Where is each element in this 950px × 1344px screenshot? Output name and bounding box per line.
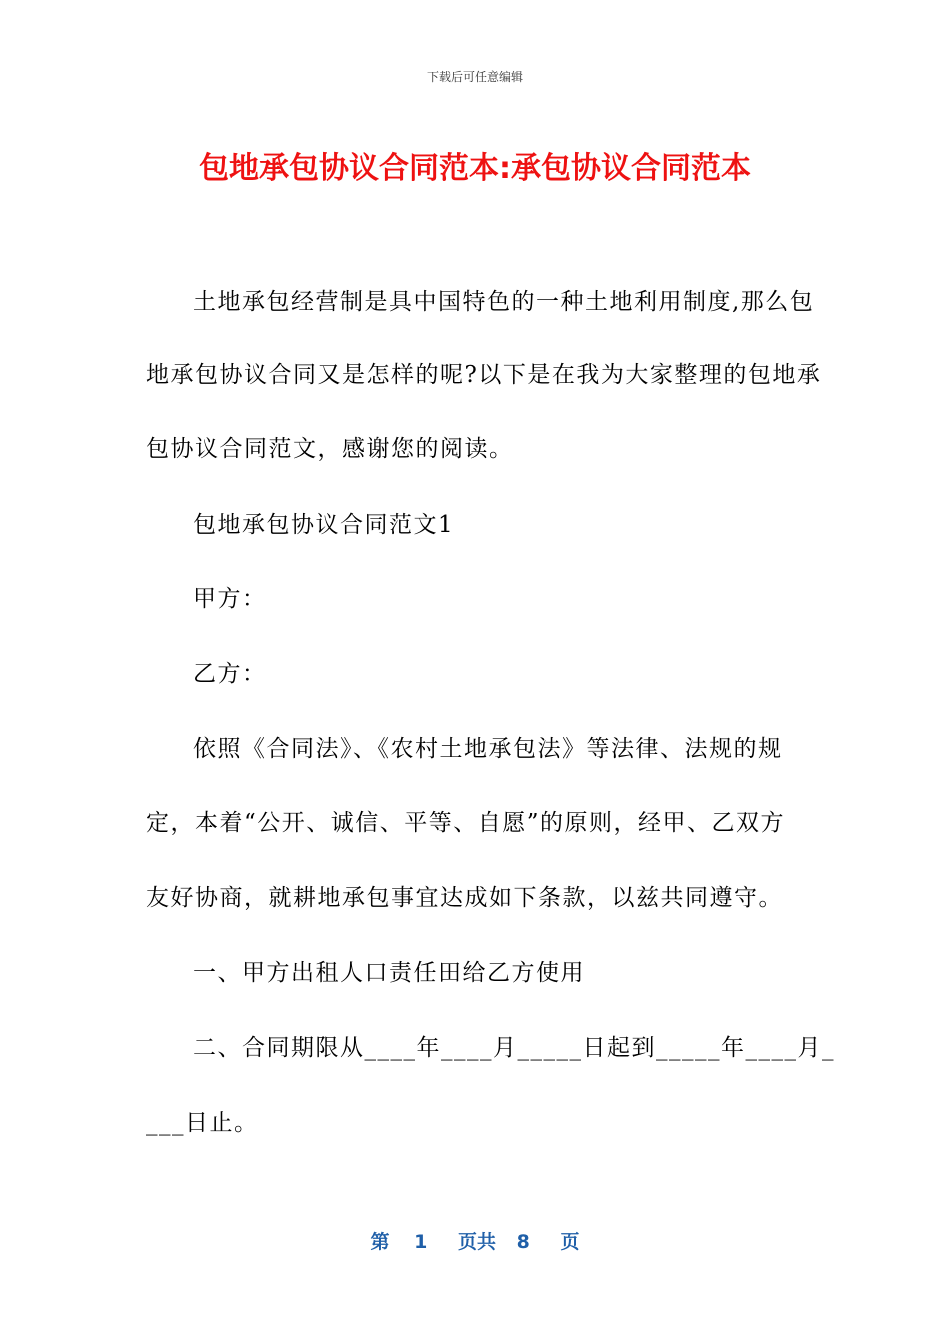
clause-2-continued: ___日止。 [146,1110,259,1136]
paragraph-line: 定，本着“公开、诚信、平等、自愿”的原则，经甲、乙双方 [146,810,786,836]
document-title: 包地承包协议合同范本:承包协议合同范本 [199,151,751,186]
footer-middle: 页共 [457,1231,496,1253]
footer-page-number: 1 [414,1231,428,1253]
paragraph-line: 土地承包经营制是具中国特色的一种土地利用制度,那么包 [193,289,815,315]
party-b-label: 乙方： [193,661,267,687]
paragraph-line: 地承包协议合同又是怎样的呢?以下是在我为大家整理的包地承 [146,362,822,388]
clause-1: 一、甲方出租人口责任田给乙方使用 [193,960,585,986]
section-heading: 包地承包协议合同范文1 [193,512,455,538]
footer-suffix: 页 [560,1231,580,1253]
paragraph-line: 包协议合同范文，感谢您的阅读。 [146,436,514,462]
page-footer [0,1227,950,1254]
footer-total-pages: 8 [516,1231,530,1253]
party-a-label: 甲方： [193,586,267,612]
header-note: 下载后可任意编辑 [426,70,523,84]
paragraph-line: 依照《合同法》、《农村土地承包法》等法律、法规的规 [193,736,783,762]
footer-prefix: 第 [370,1231,390,1253]
paragraph-line: 友好协商，就耕地承包事宜达成如下条款，以兹共同遵守。 [146,885,783,911]
clause-2: 二、合同期限从____年____月_____日起到_____年____月_ [193,1035,835,1061]
